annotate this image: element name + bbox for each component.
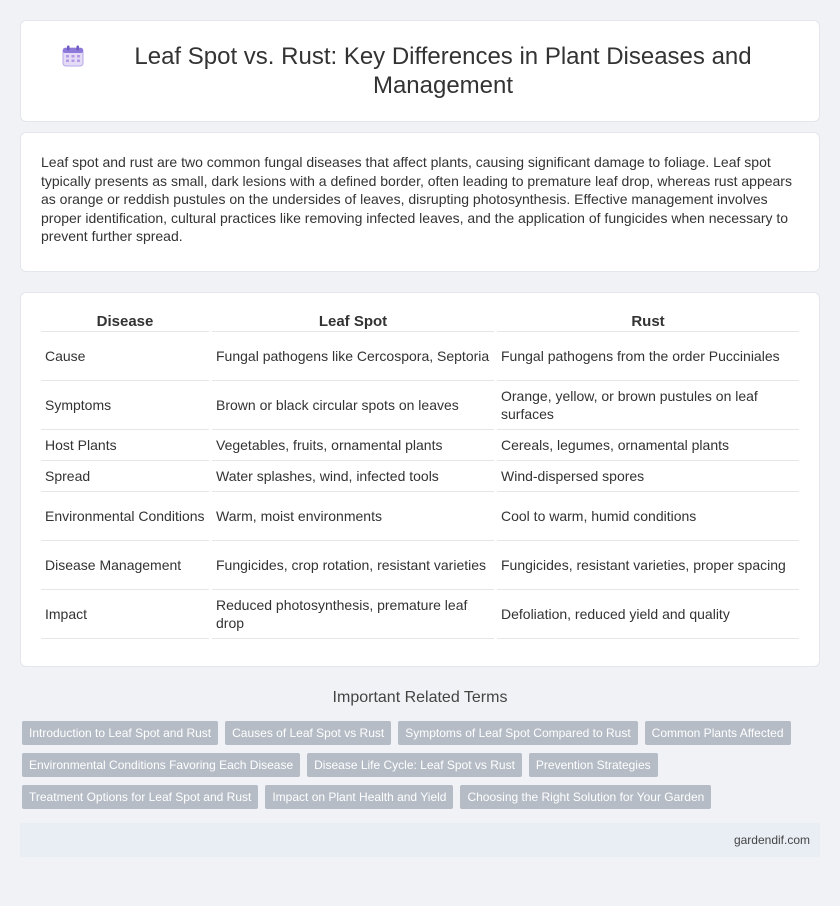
- table-cell: Cool to warm, humid conditions: [497, 492, 799, 541]
- table-row: [41, 492, 799, 541]
- header-card: [20, 20, 820, 122]
- table-header-disease: Disease: [41, 311, 209, 332]
- table-header-rust: Rust: [497, 311, 799, 332]
- related-terms-list: [0, 721, 840, 809]
- related-term-tag[interactable]: Disease Life Cycle: Leaf Spot vs Rust: [307, 753, 522, 777]
- related-term-tag[interactable]: Prevention Strategies: [529, 753, 658, 777]
- table-row: [41, 381, 799, 430]
- table-cell: Cereals, legumes, ornamental plants: [497, 430, 799, 461]
- table-cell: Fungal pathogens from the order Pucciniales: [497, 332, 799, 381]
- related-term-tag[interactable]: Common Plants Affected: [645, 721, 791, 745]
- table-header-row: [41, 311, 799, 332]
- table-cell: Impact: [41, 590, 209, 639]
- table-cell: Fungicides, resistant varieties, proper spacing: [497, 541, 799, 590]
- table-row: [41, 461, 799, 492]
- table-cell: Orange, yellow, or brown pustules on leaf surfaces: [497, 381, 799, 430]
- related-term-tag[interactable]: Environmental Conditions Favoring Each Disease: [22, 753, 300, 777]
- table-cell: Brown or black circular spots on leaves: [212, 381, 494, 430]
- table-cell: Vegetables, fruits, ornamental plants: [212, 430, 494, 461]
- table-cell: Cause: [41, 332, 209, 381]
- table-cell: Reduced photosynthesis, premature leaf drop: [212, 590, 494, 639]
- intro-text: Leaf spot and rust are two common fungal diseases that affect plants, causing significant damage to foliage. Leaf spot typically presents as small, dark lesions with a defined border, often leading to premature leaf drop, whereas rust appears as orange or reddish pustules on the undersides of leaves, disrupting photosynthesis. Effective management involves proper identification, cultural practices like removing infected leaves, and the application of fungicides when necessary to prevent further spread.: [41, 154, 792, 244]
- table-row: [41, 590, 799, 639]
- calendar-icon: [61, 44, 85, 68]
- table-cell: Fungicides, crop rotation, resistant varieties: [212, 541, 494, 590]
- related-term-tag[interactable]: Symptoms of Leaf Spot Compared to Rust: [398, 721, 637, 745]
- table-cell: Fungal pathogens like Cercospora, Septoria: [212, 332, 494, 381]
- footer-site-link[interactable]: gardendif.com: [733, 833, 810, 847]
- related-term-tag[interactable]: Treatment Options for Leaf Spot and Rust: [22, 785, 258, 809]
- table-row: [41, 541, 799, 590]
- table-header-leaf-spot: Leaf Spot: [212, 311, 494, 332]
- title-wrap: [61, 42, 779, 100]
- table-cell: Disease Management: [41, 541, 209, 590]
- related-term-tag[interactable]: Choosing the Right Solution for Your Garden: [460, 785, 711, 809]
- table-cell: Warm, moist environments: [212, 492, 494, 541]
- related-terms-title: Important Related Terms: [332, 689, 508, 706]
- related-term-tag[interactable]: Introduction to Leaf Spot and Rust: [22, 721, 218, 745]
- table-cell: Spread: [41, 461, 209, 492]
- table-cell: Symptoms: [41, 381, 209, 430]
- related-term-tag[interactable]: Causes of Leaf Spot vs Rust: [225, 721, 391, 745]
- table-cell: Defoliation, reduced yield and quality: [497, 590, 799, 639]
- footer: [20, 823, 820, 857]
- comparison-table-card: [20, 292, 820, 667]
- table-cell: Host Plants: [41, 430, 209, 461]
- comparison-table: [38, 311, 802, 639]
- table-cell: Water splashes, wind, infected tools: [212, 461, 494, 492]
- table-row: [41, 430, 799, 461]
- intro-card: [20, 132, 820, 272]
- table-cell: Wind-dispersed spores: [497, 461, 799, 492]
- page-title: Leaf Spot vs. Rust: Key Differences in Plant Diseases and Management: [134, 43, 752, 99]
- table-row: [41, 332, 799, 381]
- related-term-tag[interactable]: Impact on Plant Health and Yield: [265, 785, 453, 809]
- table-cell: Environmental Conditions: [41, 492, 209, 541]
